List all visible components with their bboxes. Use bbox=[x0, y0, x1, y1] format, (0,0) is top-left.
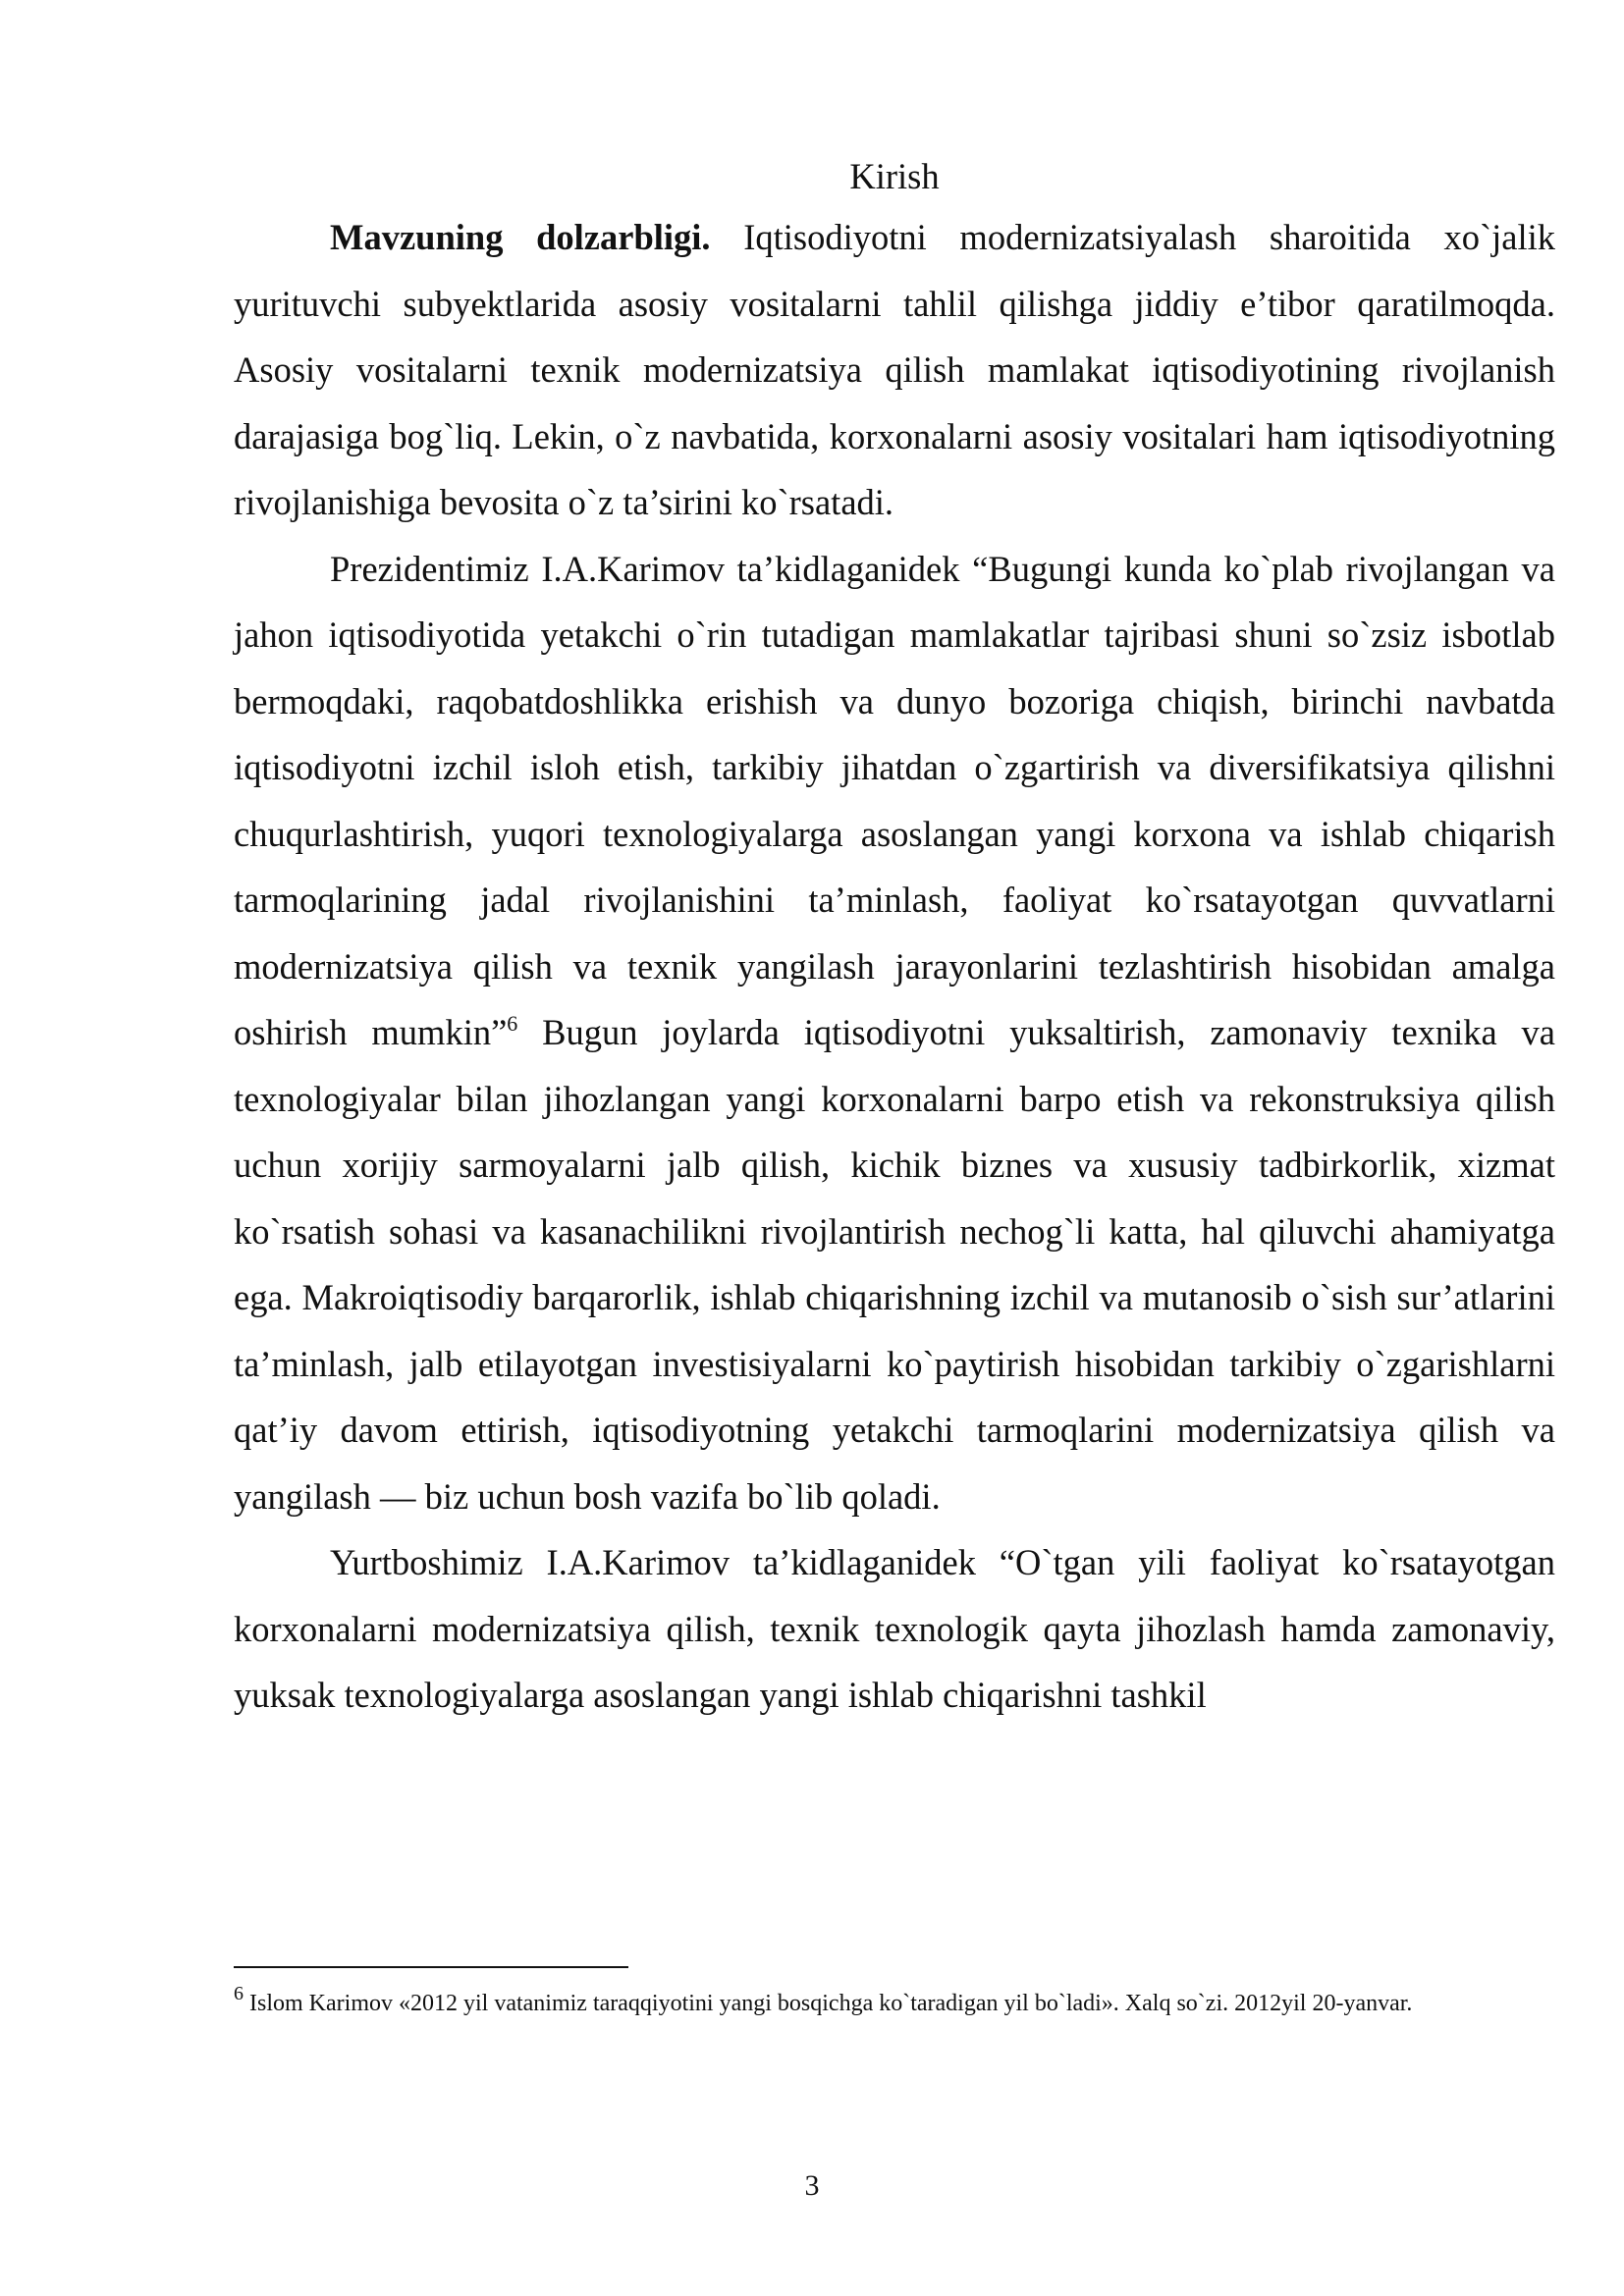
footnote-number: 6 bbox=[234, 1983, 244, 2004]
paragraph-text: Iqtisodiyotni modernizatsiyalash sharoitida xo`jalik yurituvchi subyektlarida asosiy vositalarni tahlil qilishga jiddiy e’tibor qaratilmoqda. Asosiy vositalarni texnik modernizatsiya qilish mamlakat iqtisodiyotining rivojlanish darajasiga bog`liq. Lekin, o`z navbatida, korxonalarni asosiy vositalari ham iqtisodiyotning rivojlanishiga bevosita o`z ta’sirini ko`rsatadi. bbox=[234, 217, 1555, 522]
paragraph-leader-quote bbox=[234, 1529, 1555, 1729]
paragraph-president-quote bbox=[234, 536, 1555, 1530]
paragraph-text: Prezidentimiz I.A.Karimov ta’kidlaganidek “Bugungi kunda ko`plab rivojlangan va jahon iqtisodiyotida yetakchi o`rin tutadigan mamlakatlar tajribasi shuni so`zsiz isbotlab bermoqdaki, raqobatdoshlikka erishish va dunyo bozoriga chiqish, birinchi navbatda iqtisodiyotni izchil isloh etish, tarkibiy jihatdan o`zgartirish va diversifikatsiya qilishni chuqurlashtirish, yuqori texnologiyalarga asoslangan yangi korxona va ishlab chiqarish tarmoqlarining jadal rivojlanishini ta’minlash, faoliyat ko`rsatayotgan quvvatlarni modernizatsiya qilish va texnik yangilash jarayonlarini tezlashtirish hisobidan amalga oshirish mumkin” bbox=[234, 548, 1555, 1052]
paragraph-text: Yurtboshimiz I.A.Karimov ta’kidlaganidek “O`tgan yili faoliyat ko`rsatayotgan korxonalarni modernizatsiya qilish, texnik texnologik qayta jihozlash hamda zamonaviy, yuksak texnologiyalarga asoslangan yangi ishlab chiqarishni tashkil bbox=[234, 1542, 1555, 1715]
page-number: 3 bbox=[804, 2169, 820, 2202]
page-heading: Kirish bbox=[849, 156, 940, 196]
footnote-text: Islom Karimov «2012 yil vatanimiz taraqqiyotini yangi bosqichga ko`taradigan yil bo`ladi». Xalq so`zi. 2012yil 20-yanvar. bbox=[244, 1991, 1413, 2016]
paragraph-text: Bugun joylarda iqtisodiyotni yuksaltirish, zamonaviy texnika va texnologiyalar bilan jihozlangan yangi korxonalarni barpo etish va rekonstruksiya qilish uchun xorijiy sarmoyalarni jalb qilish, kichik biznes va xususiy tadbirkorlik, xizmat ko`rsatish sohasi va kasanachilikni rivojlantirish nechog`li katta, hal qiluvchi ahamiyatga ega. Makroiqtisodiy barqarorlik, ishlab chiqarishning izchil va mutanosib o`sish sur’atlarini ta’minlash, jalb etilayotgan investisiyalarni ko`paytirish hisobidan tarkibiy o`zgarishlarni qat’iy davom ettirish, iqtisodiyotning yetakchi tarmoqlarini modernizatsiya qilish va yangilash — biz uchun bosh vazifa bo`lib qoladi. bbox=[234, 1012, 1556, 1517]
paragraph-lead: Mavzuning dolzarbligi. bbox=[330, 217, 711, 257]
footnote-reference[interactable]: 6 bbox=[507, 1011, 518, 1036]
paragraph-relevance bbox=[234, 204, 1555, 536]
footnote bbox=[234, 1979, 1540, 2029]
body-text bbox=[234, 149, 1555, 1729]
footnote-separator bbox=[234, 1966, 628, 1968]
